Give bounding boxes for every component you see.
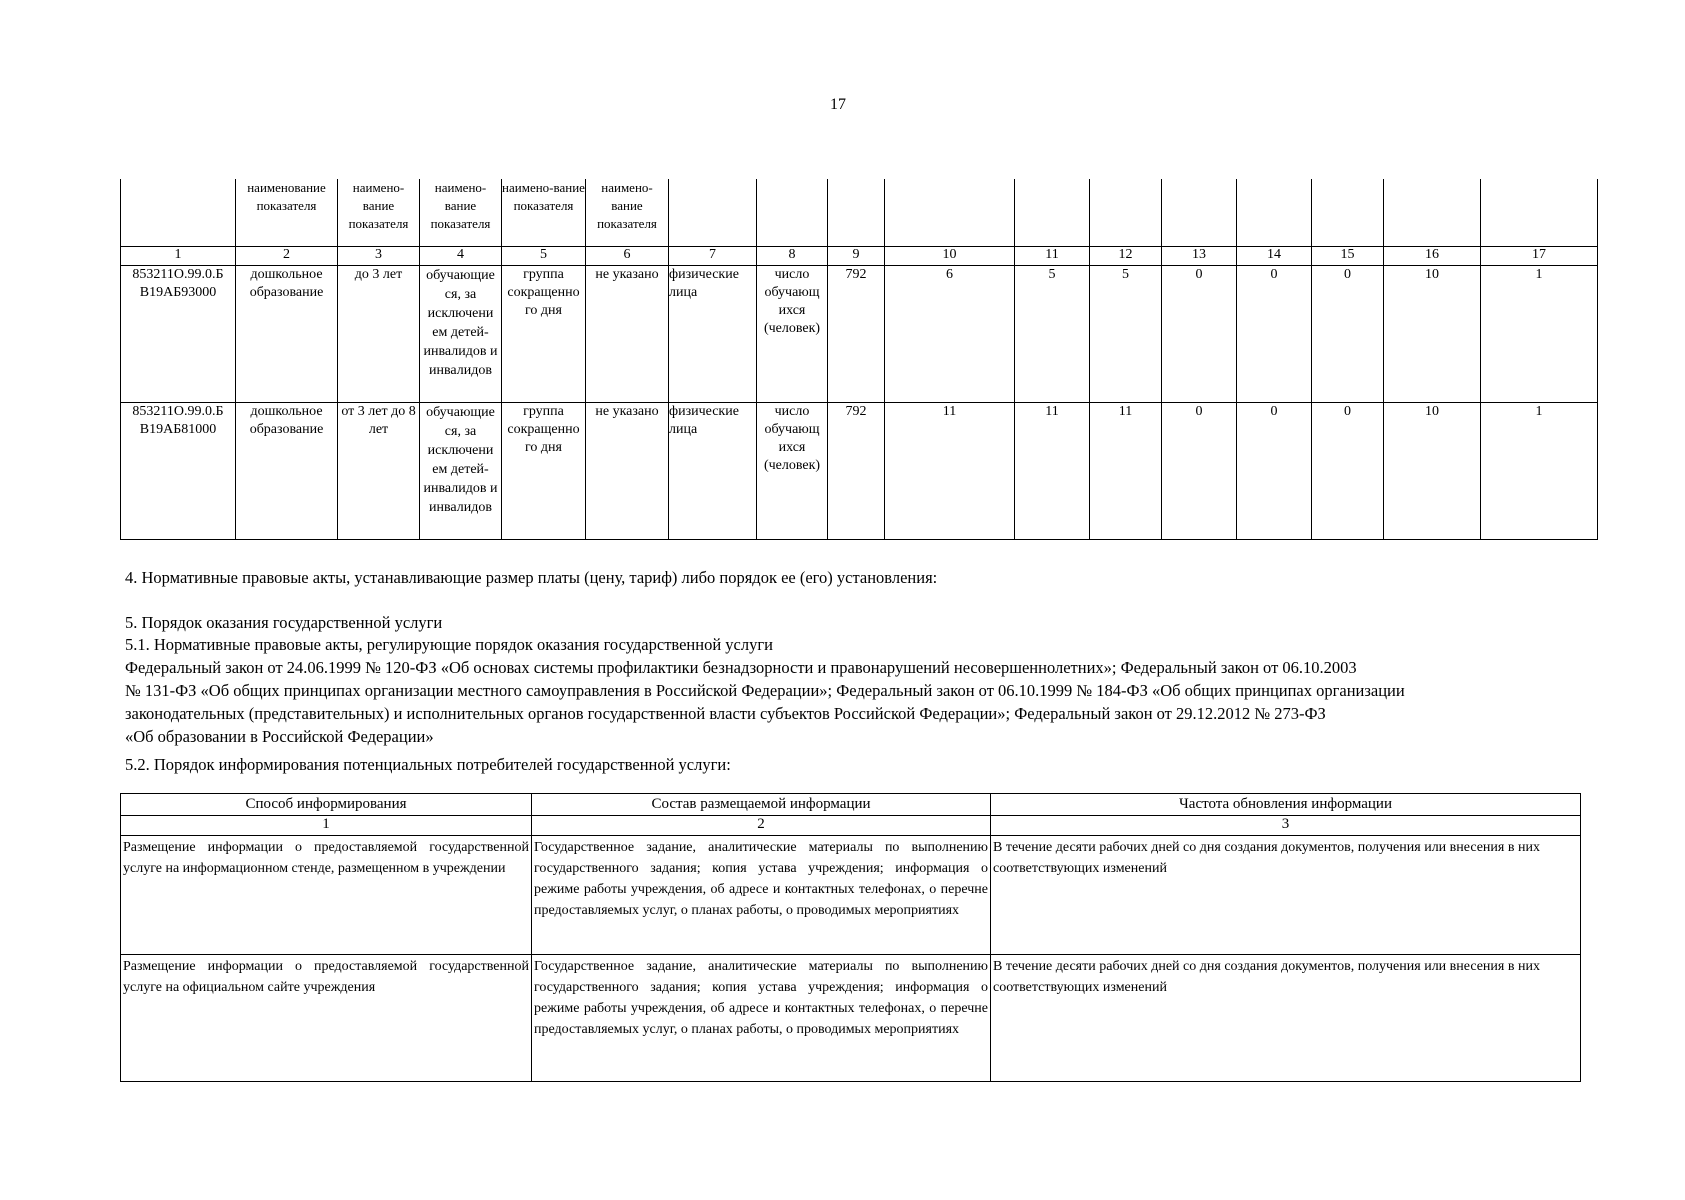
indicator-table: [120, 179, 1598, 540]
table-cell: 6: [885, 266, 1015, 403]
section-5-1-heading: 5.1. Нормативные правовые акты, регулирующие порядок оказания государственной услуги: [125, 635, 773, 654]
header-cell: [757, 179, 828, 247]
column-number: 2: [532, 816, 991, 836]
header-cell: [121, 179, 236, 247]
header-cell: наимено-вание показателя: [420, 179, 502, 247]
column-number: 4: [420, 247, 502, 266]
table-row: [121, 403, 1598, 540]
frequency-cell: В течение десяти рабочих дней со дня создания документов, получения или внесения в них соответствующих изменений: [991, 836, 1581, 955]
registry-code-cell: 853211О.99.0.Б В19АБ81000: [121, 403, 236, 540]
column-number: 11: [1015, 247, 1090, 266]
table-row: [121, 955, 1581, 1082]
header-cell: [669, 179, 757, 247]
table-cell: 0: [1312, 266, 1384, 403]
table-cell: 5: [1015, 266, 1090, 403]
table-cell: обучающие ся, за исключени ем детей-инвалидов и инвалидов: [420, 266, 502, 403]
table-cell: 0: [1237, 266, 1312, 403]
column-number: 6: [586, 247, 669, 266]
law-line-3: законодательных (представительных) и исполнительных органов государственной власти субъектов Российской Федерации»; Федеральный закон от 29.12.2012 № 273-ФЗ: [125, 704, 1326, 723]
column-number: 3: [338, 247, 420, 266]
table-header-row: [121, 794, 1581, 816]
header-cell: Способ информирования: [121, 794, 532, 816]
table-cell: дошкольное образование: [236, 266, 338, 403]
column-number: 16: [1384, 247, 1481, 266]
table-cell: 792: [828, 266, 885, 403]
table-cell: 5: [1090, 266, 1162, 403]
table-cell: 792: [828, 403, 885, 540]
table-cell: группа сокращенно го дня: [502, 266, 586, 403]
table-cell: 0: [1312, 403, 1384, 540]
table-row: [121, 266, 1598, 403]
table-cell: 0: [1162, 266, 1237, 403]
table-cell: 11: [1015, 403, 1090, 540]
table-cell: 10: [1384, 266, 1481, 403]
table-cell: 11: [1090, 403, 1162, 540]
table-cell: 0: [1237, 403, 1312, 540]
column-number: 1: [121, 247, 236, 266]
table-cell: дошкольное образование: [236, 403, 338, 540]
column-number: 2: [236, 247, 338, 266]
column-number: 3: [991, 816, 1581, 836]
table-cell: обучающие ся, за исключени ем детей-инвалидов и инвалидов: [420, 403, 502, 540]
header-cell: Частота обновления информации: [991, 794, 1581, 816]
header-cell: наимено-вание показателя: [586, 179, 669, 247]
column-number: 13: [1162, 247, 1237, 266]
section-4-text: 4. Нормативные правовые акты, устанавливающие размер платы (цену, тариф) либо порядок ее (его) установления:: [125, 568, 938, 587]
law-line-2: № 131-ФЗ «Об общих принципах организации местного самоуправления в Российской Федерации»; Федеральный закон от 06.10.1999 № 184-ФЗ «Об общих принципах организации: [125, 681, 1405, 700]
table-cell: 0: [1162, 403, 1237, 540]
table-cell: группа сокращенно го дня: [502, 403, 586, 540]
header-cell: наимено-вание показателя: [338, 179, 420, 247]
column-number: 12: [1090, 247, 1162, 266]
header-cell: Состав размещаемой информации: [532, 794, 991, 816]
header-cell: наименование показателя: [236, 179, 338, 247]
table-cell: до 3 лет: [338, 266, 420, 403]
content-cell: Государственное задание, аналитические материалы по выполнению государственного задания; копия устава учреждения; информация о режиме работы учреждения, об адресе и контактных телефонах, о перечне предоставляемых услуг, о планах работы, о проводимых мероприятиях: [532, 955, 991, 1082]
page-number: 17: [830, 96, 846, 113]
table-row: [121, 836, 1581, 955]
header-cell: наимено-вание показателя: [502, 179, 586, 247]
table-cell: число обучающ ихся (человек): [757, 266, 828, 403]
column-number: 7: [669, 247, 757, 266]
header-cell: [1015, 179, 1090, 247]
law-line-1: Федеральный закон от 24.06.1999 № 120-ФЗ «Об основах системы профилактики безнадзорности и правонарушений несовершеннолетних»; Федеральный закон от 06.10.2003: [125, 658, 1357, 677]
column-number: 17: [1481, 247, 1598, 266]
table-cell: 1: [1481, 266, 1598, 403]
header-cell: [1481, 179, 1598, 247]
header-cell: [1090, 179, 1162, 247]
frequency-cell: В течение десяти рабочих дней со дня создания документов, получения или внесения в них соответствующих изменений: [991, 955, 1581, 1082]
column-number: 14: [1237, 247, 1312, 266]
table-cell: не указано: [586, 266, 669, 403]
column-number: 15: [1312, 247, 1384, 266]
column-number: 10: [885, 247, 1015, 266]
header-cell: [885, 179, 1015, 247]
section-5-2-heading: 5.2. Порядок информирования потенциальных потребителей государственной услуги:: [125, 755, 731, 774]
section-5-heading: 5. Порядок оказания государственной услуги: [125, 613, 443, 632]
column-number-row: [121, 247, 1598, 266]
method-cell: Размещение информации о предоставляемой государственной услуге на информационном стенде, размещенном в учреждении: [121, 836, 532, 955]
header-cell: [1384, 179, 1481, 247]
table-cell: физические лица: [669, 266, 757, 403]
column-number-row: [121, 816, 1581, 836]
table-cell: физические лица: [669, 403, 757, 540]
column-number: 1: [121, 816, 532, 836]
table-cell: от 3 лет до 8 лет: [338, 403, 420, 540]
table-cell: 10: [1384, 403, 1481, 540]
informing-table: [120, 793, 1581, 1082]
header-cell: [828, 179, 885, 247]
column-number: 8: [757, 247, 828, 266]
method-cell: Размещение информации о предоставляемой государственной услуге на официальном сайте учреждения: [121, 955, 532, 1082]
column-number: 5: [502, 247, 586, 266]
header-cell: [1237, 179, 1312, 247]
law-line-4: «Об образовании в Российской Федерации»: [125, 727, 434, 746]
table-cell: 11: [885, 403, 1015, 540]
header-cell: [1312, 179, 1384, 247]
column-number: 9: [828, 247, 885, 266]
registry-code-cell: 853211О.99.0.Б В19АБ93000: [121, 266, 236, 403]
table-cell: число обучающ ихся (человек): [757, 403, 828, 540]
header-cell: [1162, 179, 1237, 247]
table-header-row: [121, 179, 1598, 247]
content-cell: Государственное задание, аналитические материалы по выполнению государственного задания; копия устава учреждения; информация о режиме работы учреждения, об адресе и контактных телефонах, о перечне предоставляемых услуг, о планах работы, о проводимых мероприятиях: [532, 836, 991, 955]
table-cell: 1: [1481, 403, 1598, 540]
table-cell: не указано: [586, 403, 669, 540]
